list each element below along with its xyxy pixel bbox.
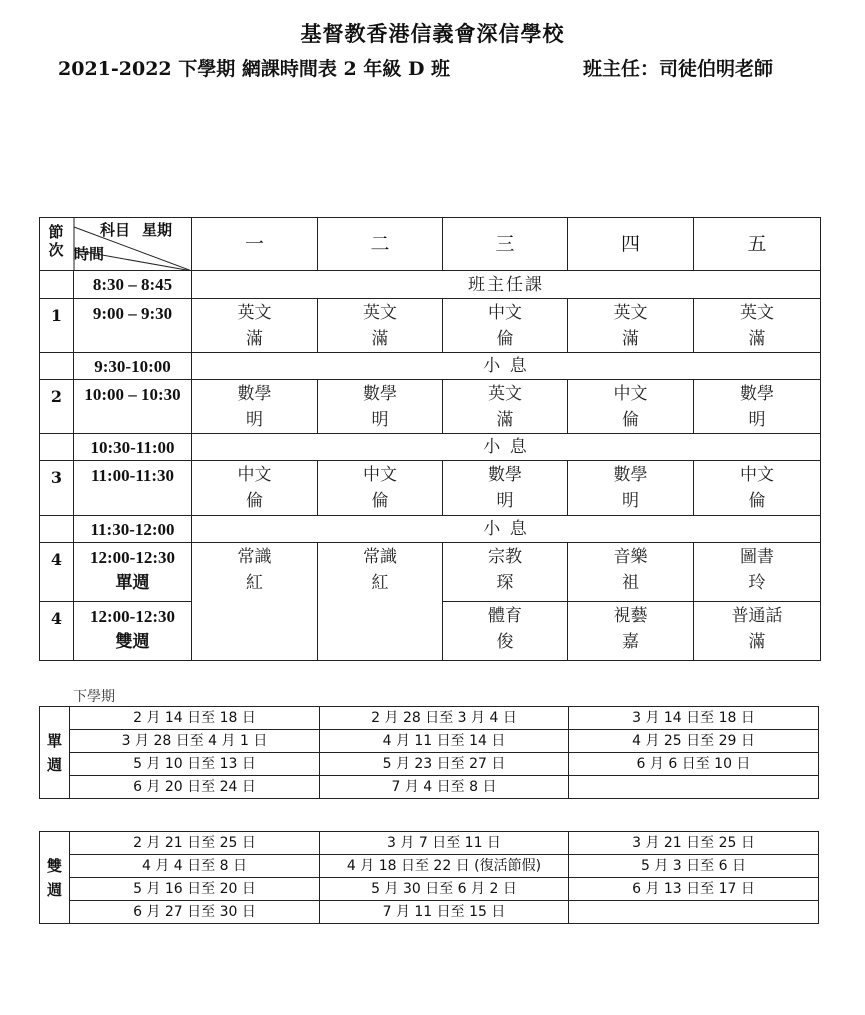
teacher-name: 滿 bbox=[748, 329, 766, 349]
table-row bbox=[40, 855, 819, 878]
subject-name: 英文 bbox=[363, 303, 397, 323]
subject-name: 數學 bbox=[613, 465, 648, 485]
subject-name: 數學 bbox=[488, 465, 522, 485]
date-range-cell: 5 月 16 日至 20 日 bbox=[70, 878, 320, 901]
date-range-cell: 3 月 28 日至 4 月 1 日 bbox=[70, 730, 320, 753]
teacher-name: 祖 bbox=[622, 573, 639, 593]
period-number: 4 bbox=[40, 543, 74, 602]
teacher-name: 倫 bbox=[496, 329, 514, 349]
date-range-cell: 7 月 4 日至 8 日 bbox=[320, 776, 569, 799]
term-line: 2021-2022 下學期 網課時間表 2 年級 D 班 bbox=[58, 58, 451, 80]
subject-cell bbox=[192, 461, 318, 516]
table-row bbox=[40, 832, 819, 855]
break-number bbox=[40, 353, 74, 380]
teacher-name: 倫 bbox=[748, 491, 766, 511]
period-time bbox=[74, 543, 192, 602]
date-range-cell: 6 月 27 日至 30 日 bbox=[70, 901, 320, 924]
break-number bbox=[40, 434, 74, 461]
day-header-mon: 一 bbox=[192, 218, 318, 271]
teacher-name: 明 bbox=[496, 491, 514, 511]
subject-cell bbox=[568, 602, 694, 661]
period-row-3 bbox=[40, 461, 821, 516]
date-range-cell: 5 月 23 日至 27 日 bbox=[320, 753, 569, 776]
subject-cell bbox=[318, 380, 443, 434]
semester-label: 下學期 bbox=[73, 689, 115, 705]
date-range-cell: 5 月 3 日至 6 日 bbox=[569, 855, 819, 878]
date-range-cell: 6 月 20 日至 24 日 bbox=[70, 776, 320, 799]
period-number: 1 bbox=[40, 299, 74, 353]
timetable-title bbox=[58, 54, 774, 81]
date-range-cell: 4 月 4 日至 8 日 bbox=[70, 855, 320, 878]
date-range-cell: 2 月 14 日至 18 日 bbox=[70, 707, 320, 730]
subject-name: 常識 bbox=[363, 547, 397, 567]
subject-cell bbox=[318, 543, 443, 661]
subject-name: 中文 bbox=[363, 465, 397, 485]
period-time-value: 12:00-12:30 bbox=[90, 607, 175, 626]
week-type-label: 單週 bbox=[115, 573, 150, 592]
subject-cell bbox=[443, 461, 568, 516]
subject-cell bbox=[192, 543, 318, 661]
period-time: 9:00 – 9:30 bbox=[74, 299, 192, 353]
date-range-cell: 2 月 21 日至 25 日 bbox=[70, 832, 320, 855]
break-label: 小 息 bbox=[192, 353, 821, 380]
corner-time-label: 時間 bbox=[74, 245, 105, 263]
subject-cell bbox=[318, 299, 443, 353]
teacher-name: 滿 bbox=[748, 632, 766, 652]
date-range-cell: 6 月 13 日至 17 日 bbox=[569, 878, 819, 901]
date-range-cell: 4 月 18 日至 22 日 (復活節假) bbox=[320, 855, 569, 878]
subject-cell bbox=[443, 543, 568, 602]
period-time: 10:00 – 10:30 bbox=[74, 380, 192, 434]
teacher-name: 明 bbox=[748, 410, 766, 430]
teacher-name: 玲 bbox=[748, 573, 766, 593]
date-range-cell bbox=[569, 776, 819, 799]
subject-name: 音樂 bbox=[613, 547, 648, 567]
period-number: 2 bbox=[40, 380, 74, 434]
subject-name: 常識 bbox=[237, 547, 272, 567]
period-row-4-single-week bbox=[40, 543, 821, 602]
date-range-cell: 5 月 10 日至 13 日 bbox=[70, 753, 320, 776]
date-range-cell: 7 月 11 日至 15 日 bbox=[320, 901, 569, 924]
subject-name: 數學 bbox=[363, 384, 397, 404]
day-header-thu: 四 bbox=[568, 218, 694, 271]
subject-cell bbox=[694, 461, 821, 516]
teacher-name: 倫 bbox=[622, 410, 639, 430]
break-time: 11:30-12:00 bbox=[74, 516, 192, 543]
table-row bbox=[40, 707, 819, 730]
subject-cell bbox=[192, 299, 318, 353]
subject-cell bbox=[318, 461, 443, 516]
teacher-name: 滿 bbox=[246, 329, 263, 349]
corner-subject-label: 科目 bbox=[100, 221, 131, 239]
day-header-wed: 三 bbox=[443, 218, 568, 271]
table-row bbox=[40, 730, 819, 753]
subject-name: 圖書 bbox=[740, 547, 774, 567]
double-week-label bbox=[40, 832, 70, 924]
period-number: 3 bbox=[40, 461, 74, 516]
subject-cell bbox=[694, 543, 821, 602]
subject-name: 英文 bbox=[237, 303, 272, 323]
school-name: 基督教香港信義會深信學校 bbox=[300, 21, 565, 46]
class-teacher: 班主任：司徒伯明老師 bbox=[583, 58, 774, 80]
date-range-cell bbox=[569, 901, 819, 924]
period-time-value: 12:00-12:30 bbox=[90, 548, 175, 567]
corner-weekday-label: 星期 bbox=[142, 221, 173, 239]
teacher-name: 滿 bbox=[371, 329, 389, 349]
table-row bbox=[40, 776, 819, 799]
day-header-fri: 五 bbox=[694, 218, 821, 271]
break-time: 9:30-10:00 bbox=[74, 353, 192, 380]
single-week-label bbox=[40, 707, 70, 799]
single-week-label-text: 單週 bbox=[46, 731, 62, 774]
homeroom-time: 8:30 – 8:45 bbox=[74, 271, 192, 299]
teacher-name: 滿 bbox=[496, 410, 514, 430]
break-time: 10:30-11:00 bbox=[74, 434, 192, 461]
table-row bbox=[40, 753, 819, 776]
teacher-name: 琛 bbox=[496, 573, 514, 593]
date-range-cell: 5 月 30 日至 6 月 2 日 bbox=[320, 878, 569, 901]
date-range-cell: 3 月 21 日至 25 日 bbox=[569, 832, 819, 855]
date-range-cell: 3 月 14 日至 18 日 bbox=[569, 707, 819, 730]
teacher-name: 俊 bbox=[496, 632, 514, 652]
subject-cell bbox=[694, 602, 821, 661]
teacher-name: 明 bbox=[622, 491, 639, 511]
homeroom-number bbox=[40, 271, 74, 299]
subject-name: 英文 bbox=[613, 303, 648, 323]
date-range-cell: 4 月 25 日至 29 日 bbox=[569, 730, 819, 753]
double-week-dates-table bbox=[39, 831, 819, 924]
subject-name: 視藝 bbox=[613, 606, 648, 626]
subject-cell bbox=[568, 543, 694, 602]
subject-cell bbox=[568, 380, 694, 434]
period-time: 11:00-11:30 bbox=[74, 461, 192, 516]
subject-cell bbox=[694, 299, 821, 353]
subject-cell bbox=[568, 461, 694, 516]
teacher-name: 倫 bbox=[246, 491, 263, 511]
subject-name: 中文 bbox=[740, 465, 774, 485]
break-label: 小 息 bbox=[192, 516, 821, 543]
break-label: 小 息 bbox=[192, 434, 821, 461]
date-range-cell: 2 月 28 日至 3 月 4 日 bbox=[320, 707, 569, 730]
subject-name: 宗教 bbox=[488, 547, 522, 567]
date-range-cell: 3 月 7 日至 11 日 bbox=[320, 832, 569, 855]
subject-name: 數學 bbox=[740, 384, 774, 404]
teacher-name: 紅 bbox=[246, 573, 263, 593]
week-type-label: 雙週 bbox=[115, 632, 150, 651]
subject-cell bbox=[443, 380, 568, 434]
day-header-tue: 二 bbox=[318, 218, 443, 271]
teacher-name: 紅 bbox=[371, 573, 389, 593]
subject-name: 中文 bbox=[488, 303, 522, 323]
table-row bbox=[40, 901, 819, 924]
teacher-name: 嘉 bbox=[622, 632, 639, 652]
homeroom-label: 班主任課 bbox=[192, 271, 821, 299]
period-row-1 bbox=[40, 299, 821, 353]
subject-name: 體育 bbox=[488, 606, 522, 626]
subject-name: 英文 bbox=[488, 384, 522, 404]
period-time bbox=[74, 602, 192, 661]
subject-cell bbox=[568, 299, 694, 353]
subject-cell bbox=[192, 380, 318, 434]
corner-section-label: 節次 bbox=[48, 223, 64, 259]
date-range-cell: 6 月 6 日至 10 日 bbox=[569, 753, 819, 776]
table-corner-header bbox=[40, 218, 192, 271]
period-number: 4 bbox=[40, 602, 74, 661]
teacher-name: 倫 bbox=[371, 491, 389, 511]
subject-cell bbox=[694, 380, 821, 434]
subject-name: 中文 bbox=[613, 384, 648, 404]
period-row-2 bbox=[40, 380, 821, 434]
teacher-name: 滿 bbox=[622, 329, 639, 349]
subject-name: 英文 bbox=[740, 303, 774, 323]
subject-cell bbox=[443, 602, 568, 661]
teacher-name: 明 bbox=[371, 410, 389, 430]
subject-name: 數學 bbox=[237, 384, 272, 404]
table-row bbox=[40, 878, 819, 901]
subject-cell bbox=[443, 299, 568, 353]
double-week-label-text: 雙週 bbox=[46, 856, 62, 899]
date-range-cell: 4 月 11 日至 14 日 bbox=[320, 730, 569, 753]
subject-name: 中文 bbox=[237, 465, 272, 485]
teacher-name: 明 bbox=[246, 410, 263, 430]
timetable bbox=[39, 217, 821, 661]
break-number bbox=[40, 516, 74, 543]
single-week-dates-table bbox=[39, 706, 819, 799]
subject-name: 普通話 bbox=[731, 606, 783, 626]
